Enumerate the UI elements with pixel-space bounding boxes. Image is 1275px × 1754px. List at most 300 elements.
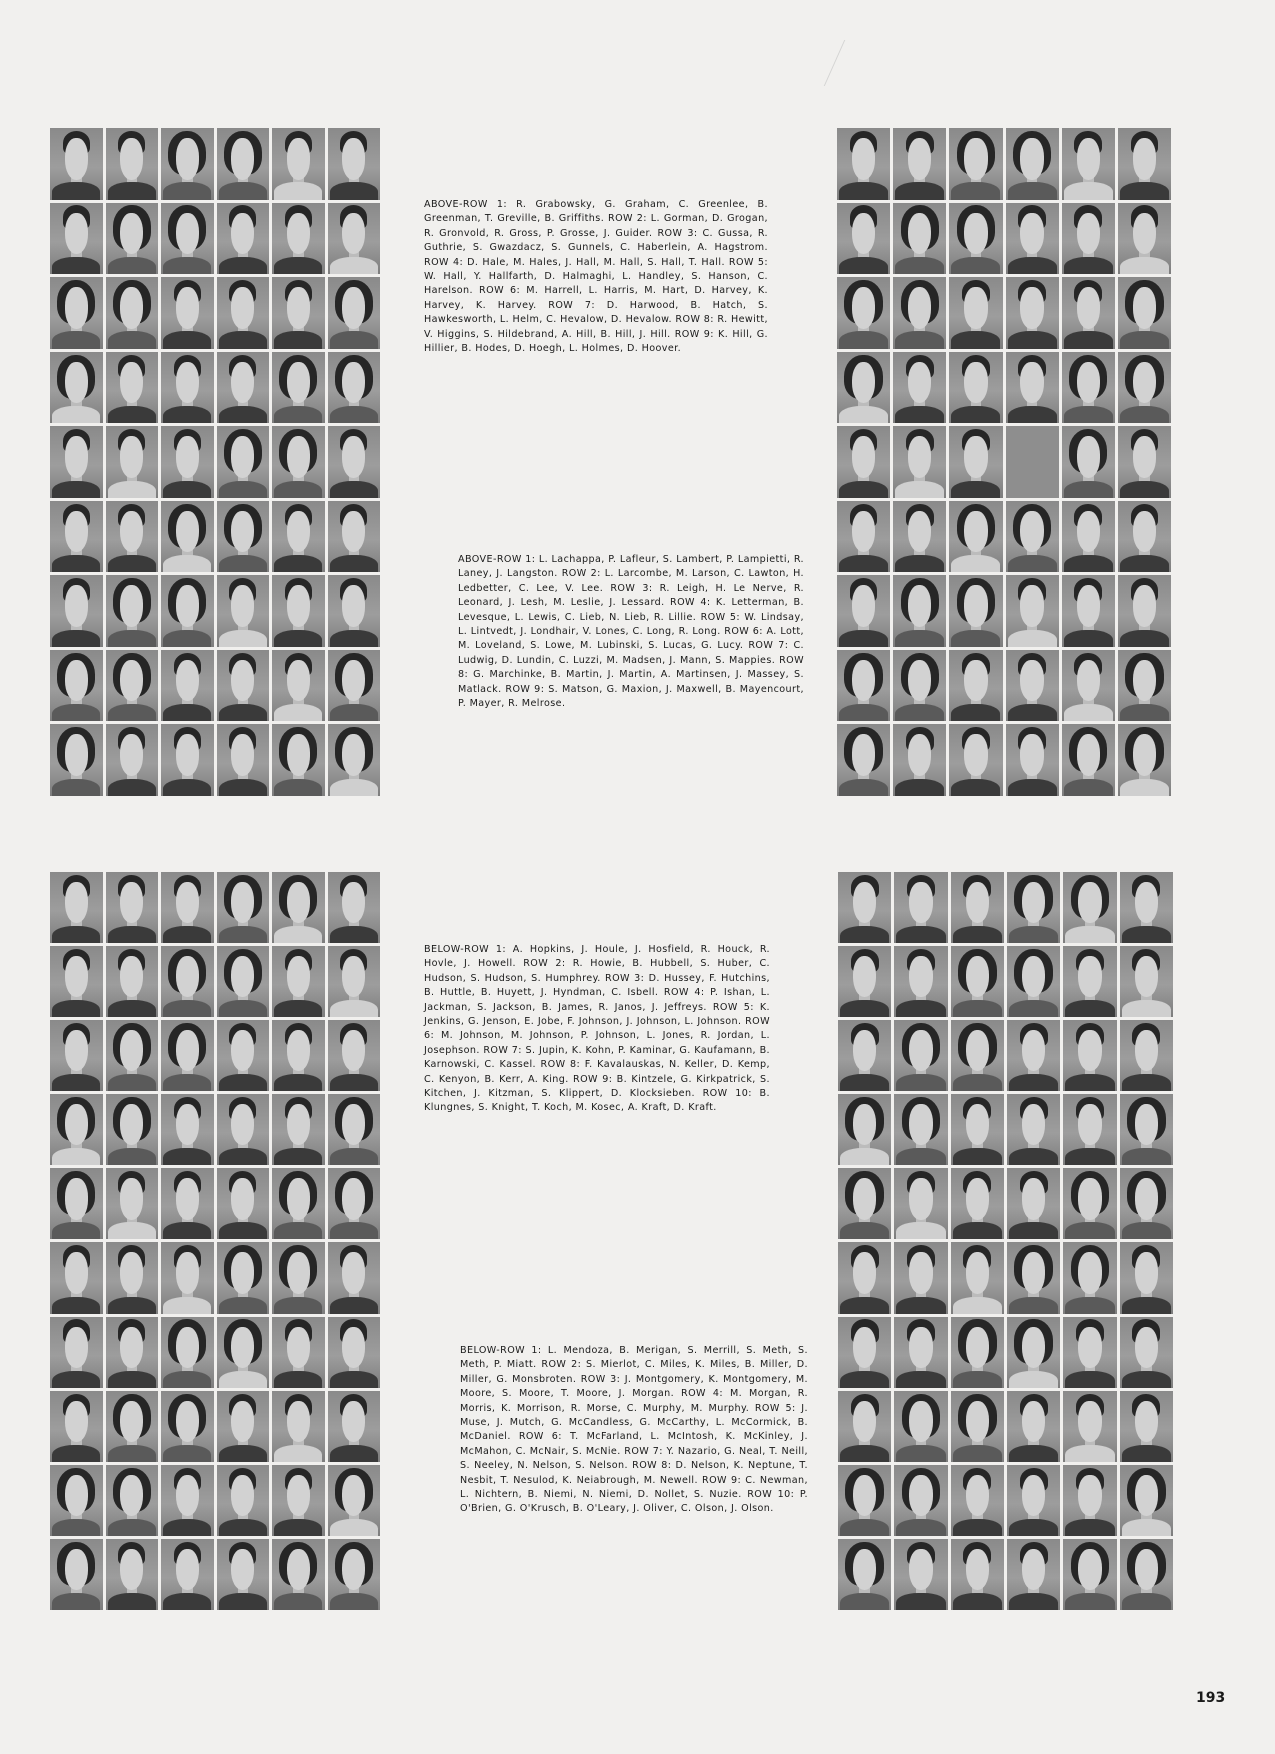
student-portrait: [951, 872, 1004, 943]
portrait-face: [1077, 436, 1100, 477]
student-portrait: [328, 1317, 381, 1388]
portrait-body: [1064, 779, 1113, 796]
student-portrait: [272, 426, 325, 498]
portrait-body: [1009, 926, 1058, 943]
portrait-body: [108, 257, 156, 274]
student-portrait: [951, 1020, 1004, 1091]
portrait-face: [287, 734, 310, 776]
portrait-face: [908, 511, 931, 553]
portrait-body: [953, 1445, 1002, 1462]
portrait-face: [65, 1327, 88, 1368]
student-portrait: [161, 426, 214, 498]
portrait-body: [108, 1222, 156, 1239]
photo-grid-top-right: [837, 128, 1171, 796]
student-portrait: [1118, 724, 1171, 796]
portrait-body: [219, 630, 267, 647]
student-portrait: [949, 724, 1002, 796]
portrait-face: [1020, 287, 1043, 328]
portrait-body: [951, 704, 1000, 721]
portrait-face: [120, 1252, 143, 1293]
portrait-body: [274, 1074, 322, 1091]
portrait-face: [65, 1104, 88, 1145]
portrait-body: [219, 182, 267, 199]
portrait-body: [1120, 555, 1169, 572]
portrait-body: [895, 555, 944, 572]
portrait-face: [909, 1475, 932, 1516]
portrait-body: [1120, 779, 1169, 796]
portrait-face: [966, 1030, 989, 1071]
portrait-body: [1120, 331, 1169, 348]
portrait-body: [1122, 1371, 1171, 1388]
portrait-face: [1022, 1178, 1045, 1219]
student-portrait: [106, 1317, 159, 1388]
portrait-body: [163, 331, 211, 348]
portrait-body: [163, 1519, 211, 1536]
portrait-face: [1077, 362, 1100, 404]
student-portrait: [217, 946, 270, 1017]
portrait-body: [953, 1222, 1002, 1239]
portrait-body: [1120, 630, 1169, 647]
portrait-face: [231, 1549, 254, 1590]
portrait-body: [840, 1297, 889, 1314]
portrait-body: [274, 1000, 322, 1017]
portrait-body: [163, 555, 211, 572]
student-portrait: [217, 203, 270, 275]
portrait-body: [1064, 257, 1113, 274]
portrait-face: [342, 956, 365, 997]
student-portrait: [893, 426, 946, 498]
student-portrait: [1118, 650, 1171, 722]
portrait-face: [1022, 1030, 1045, 1071]
portrait-body: [839, 406, 888, 423]
portrait-body: [52, 1222, 100, 1239]
portrait-face: [342, 511, 365, 553]
student-portrait: [894, 1465, 947, 1536]
portrait-body: [163, 1000, 211, 1017]
portrait-body: [330, 331, 378, 348]
student-portrait: [1007, 1539, 1060, 1610]
student-portrait: [1063, 872, 1116, 943]
portrait-face: [909, 1252, 932, 1293]
portrait-body: [951, 555, 1000, 572]
portrait-body: [108, 704, 156, 721]
student-portrait: [1120, 946, 1173, 1017]
student-portrait: [1006, 724, 1059, 796]
student-portrait: [1118, 501, 1171, 573]
portrait-face: [1022, 1401, 1045, 1442]
portrait-body: [1009, 1371, 1058, 1388]
portrait-face: [176, 585, 199, 626]
student-portrait: [1062, 650, 1115, 722]
portrait-face: [287, 436, 310, 477]
student-portrait: [1063, 1242, 1116, 1313]
portrait-face: [853, 1030, 876, 1071]
portrait-face: [1020, 660, 1043, 702]
student-portrait: [106, 1391, 159, 1462]
portrait-body: [951, 182, 1000, 199]
portrait-body: [219, 1000, 267, 1017]
portrait-face: [287, 1549, 310, 1590]
student-portrait: [50, 946, 103, 1017]
portrait-body: [219, 1593, 267, 1610]
student-portrait: [1007, 1094, 1060, 1165]
student-portrait: [894, 1020, 947, 1091]
student-portrait: [1063, 1094, 1116, 1165]
student-portrait: [837, 501, 890, 573]
portrait-face: [1133, 287, 1156, 328]
portrait-face: [120, 1178, 143, 1219]
portrait-body: [274, 1222, 322, 1239]
portrait-body: [330, 257, 378, 274]
portrait-body: [52, 182, 100, 199]
portrait-face: [120, 956, 143, 997]
student-portrait: [1007, 1020, 1060, 1091]
portrait-body: [1065, 926, 1114, 943]
portrait-body: [896, 926, 945, 943]
portrait-body: [219, 406, 267, 423]
portrait-face: [964, 585, 987, 626]
portrait-body: [951, 331, 1000, 348]
student-portrait: [1063, 1391, 1116, 1462]
photo-grid-top-left: [50, 128, 380, 796]
portrait-face: [65, 1252, 88, 1293]
portrait-body: [274, 704, 322, 721]
portrait-face: [966, 1475, 989, 1516]
student-portrait: [838, 1317, 891, 1388]
portrait-body: [274, 331, 322, 348]
student-portrait: [1007, 1465, 1060, 1536]
student-portrait: [272, 277, 325, 349]
portrait-body: [953, 1000, 1002, 1017]
student-portrait: [106, 1242, 159, 1313]
student-portrait: [951, 1391, 1004, 1462]
student-portrait: [1007, 946, 1060, 1017]
student-portrait: [272, 203, 325, 275]
student-portrait: [1006, 128, 1059, 200]
student-portrait: [50, 1168, 103, 1239]
portrait-face: [287, 362, 310, 404]
student-portrait: [1006, 575, 1059, 647]
portrait-body: [108, 406, 156, 423]
student-portrait: [1006, 650, 1059, 722]
student-portrait: [272, 575, 325, 647]
student-portrait: [1120, 1391, 1173, 1462]
student-portrait: [217, 1168, 270, 1239]
portrait-body: [1120, 704, 1169, 721]
portrait-face: [964, 362, 987, 404]
portrait-face: [342, 734, 365, 776]
student-portrait: [951, 1242, 1004, 1313]
student-portrait: [161, 575, 214, 647]
portrait-face: [964, 213, 987, 255]
student-portrait: [50, 128, 103, 200]
portrait-face: [1077, 660, 1100, 702]
student-portrait: [328, 1168, 381, 1239]
portrait-body: [1008, 331, 1057, 348]
portrait-body: [163, 1593, 211, 1610]
portrait-body: [895, 779, 944, 796]
student-portrait: [161, 1539, 214, 1610]
portrait-body: [1008, 406, 1057, 423]
portrait-face: [287, 585, 310, 626]
student-portrait: [1120, 1539, 1173, 1610]
student-portrait: [949, 203, 1002, 275]
portrait-body: [1008, 704, 1057, 721]
student-portrait: [1062, 575, 1115, 647]
portrait-face: [342, 1549, 365, 1590]
caption-bottom-right: BELOW-ROW 1: L. Mendoza, B. Merigan, S. Merrill, S. Meth, S. Meth, P. Miatt. ROW 2: S. Mierlot, C. Miles, K. Miles, B. Miller, D. Miller, G. Monsbroten. ROW 3: J. Montgomery, K. Montgomery, M. Moore, S. Moore, T. Moore, J. Morgan. ROW 4: M. Morgan, R. Morris, K. Morrison, R. Morse, C. Murphy, M. Murphy. ROW 5: J. Muse, J. Mutch, G. McCandless, G. McCarthy, L. McCormick, B. McDaniel. ROW 6: T. McFarland, L. McIntosh, K. McKinley, J. McMahon, C. McNair, S. McNie. ROW 7: Y. Nazario, G. Neal, T. Neill, S. Neeley, N. Nelson, S. Nelson. ROW 8: D. Nelson, K. Neptune, T. Nesbit, T. Nesulod, K. Neiabrough, M. Newell. ROW 9: C. Newman, L. Nichtern, B. Niemi, N. Niemi, D. Nollet, S. Nuzie. ROW 10: P. O'Brien, G. O'Krusch, B. O'Leary, J. Oliver, C. Olson, J. Olson.: [460, 1345, 808, 1515]
portrait-body: [219, 779, 267, 796]
student-portrait: [272, 1465, 325, 1536]
caption-top-right: ABOVE-ROW 1: L. Lachappa, P. Lafleur, S. Lambert, P. Lampietti, R. Laney, J. Langston. ROW 2: L. Larcombe, M. Larson, C. Lawton, H. Ledbetter, C. Lee, V. Lee. ROW 3: R. Leigh, H. Le Nerve, R. Leonard, J. Lesh, M. Leslie, J. Lessard. ROW 4: K. Letterman, B. Levesque, L. Lewis, C. Lieb, N. Lieb, R. Lillie. ROW 5: W. Lindsay, L. Lintvedt, J. Londhair, V. Lones, C. Long, R. Long. ROW 6: A. Lott, M. Loveland, S. Lowe, M. Lubinski, S. Lucas, G. Lucy. ROW 7: C. Ludwig, D. Lundin, C. Luzzi, M. Madsen, J. Mann, S. Mappies. ROW 8: G. Marchinke, B. Martin, J. Martin, A. Martinsen, J. Massey, S. Matlack. ROW 9: S. Matson, G. Maxion, J. Maxwell, B. Mayencourt, P. Mayer, R. Melrose.: [458, 554, 804, 710]
portrait-body: [163, 257, 211, 274]
portrait-face: [231, 956, 254, 997]
portrait-face: [120, 734, 143, 776]
portrait-body: [839, 704, 888, 721]
portrait-body: [274, 1519, 322, 1536]
student-portrait: [106, 128, 159, 200]
portrait-face: [964, 734, 987, 776]
portrait-face: [1135, 1252, 1158, 1293]
portrait-body: [895, 257, 944, 274]
portrait-face: [1135, 882, 1158, 923]
portrait-face: [120, 585, 143, 626]
portrait-face: [853, 1475, 876, 1516]
student-portrait: [106, 1094, 159, 1165]
portrait-face: [120, 436, 143, 477]
portrait-body: [951, 406, 1000, 423]
portrait-face: [65, 138, 88, 179]
portrait-face: [120, 213, 143, 255]
portrait-body: [1122, 1074, 1171, 1091]
portrait-body: [219, 1297, 267, 1314]
portrait-body: [108, 1000, 156, 1017]
student-portrait: [1118, 426, 1171, 498]
portrait-body: [163, 1222, 211, 1239]
portrait-body: [163, 1371, 211, 1388]
portrait-face: [231, 585, 254, 626]
portrait-face: [342, 436, 365, 477]
portrait-body: [839, 331, 888, 348]
student-portrait: [50, 575, 103, 647]
portrait-body: [108, 331, 156, 348]
student-portrait: [328, 946, 381, 1017]
portrait-face: [231, 734, 254, 776]
portrait-body: [163, 630, 211, 647]
student-portrait: [894, 946, 947, 1017]
student-portrait: [217, 426, 270, 498]
portrait-body: [219, 257, 267, 274]
student-portrait: [949, 650, 1002, 722]
portrait-body: [953, 1519, 1002, 1536]
portrait-body: [52, 1000, 100, 1017]
portrait-face: [176, 213, 199, 255]
portrait-body: [895, 630, 944, 647]
student-portrait: [1006, 501, 1059, 573]
portrait-body: [219, 926, 267, 943]
student-portrait: [106, 650, 159, 722]
portrait-body: [896, 1371, 945, 1388]
caption-bottom-left: BELOW-ROW 1: A. Hopkins, J. Houle, J. Hosfield, R. Houck, R. Hovle, J. Howell. ROW 2: R. Howie, B. Hubbell, S. Huber, C. Hudson, S. Hudson, S. Humphrey. ROW 3: D. Hussey, F. Hutchins, B. Huttle, B. Huyett, J. Hyndman, C. Isbell. ROW 4: P. Ishan, L. Jackman, S. Jackson, B. James, R. Janos, J. Jeffreys. ROW 5: K. Jenkins, G. Jenson, E. Jobe, F. Johnson, J. Johnson, L. Johnson. ROW 6: M. Johnson, M. Johnson, P. Johnson, L. Jones, R. Jordan, L. Josephson. ROW 7: S. Jupin, K. Kohn, P. Kaminar, G. Kaufamann, B. Karnowski, C. Kassel. ROW 8: F. Kavalauskas, N. Keller, D. Kemp, C. Kenyon, B. Kerr, A. King. ROW 9: B. Kintzele, G. Kirkpatrick, S. Kitchen, J. Kitzman, S. Klippert, D. Klocksieben. ROW 10: B. Klungnes, S. Knight, T. Koch, M. Kosec, A. Kraft, D. Kraft.: [424, 944, 770, 1114]
portrait-face: [909, 1549, 932, 1590]
portrait-body: [840, 1519, 889, 1536]
student-portrait: [161, 203, 214, 275]
student-portrait: [1120, 1242, 1173, 1313]
page-number: 193: [1196, 1690, 1226, 1706]
portrait-face: [1020, 734, 1043, 776]
portrait-body: [274, 926, 322, 943]
portrait-body: [1009, 1148, 1058, 1165]
student-portrait: [328, 277, 381, 349]
portrait-body: [839, 257, 888, 274]
portrait-body: [951, 257, 1000, 274]
portrait-body: [1122, 1593, 1171, 1610]
student-portrait: [106, 946, 159, 1017]
student-portrait: [837, 650, 890, 722]
student-portrait: [217, 724, 270, 796]
student-portrait: [272, 1242, 325, 1313]
portrait-body: [52, 1297, 100, 1314]
student-portrait: [894, 1094, 947, 1165]
student-portrait: [893, 352, 946, 424]
student-portrait: [1118, 352, 1171, 424]
portrait-body: [163, 704, 211, 721]
student-portrait: [161, 352, 214, 424]
portrait-body: [840, 1445, 889, 1462]
portrait-face: [853, 1401, 876, 1442]
portrait-face: [1022, 1475, 1045, 1516]
student-portrait: [272, 128, 325, 200]
student-portrait: [328, 575, 381, 647]
student-portrait: [217, 1317, 270, 1388]
portrait-body: [1064, 704, 1113, 721]
student-portrait: [838, 1020, 891, 1091]
portrait-face: [909, 1104, 932, 1145]
portrait-body: [219, 1148, 267, 1165]
student-portrait: [838, 1168, 891, 1239]
student-portrait: [217, 1242, 270, 1313]
portrait-face: [966, 1327, 989, 1368]
portrait-face: [176, 1401, 199, 1442]
portrait-face: [964, 287, 987, 328]
portrait-face: [231, 287, 254, 328]
portrait-body: [840, 1148, 889, 1165]
portrait-body: [108, 1148, 156, 1165]
portrait-body: [895, 406, 944, 423]
portrait-body: [52, 779, 100, 796]
student-portrait: [328, 203, 381, 275]
student-portrait: [1120, 872, 1173, 943]
portrait-body: [219, 555, 267, 572]
portrait-face: [852, 436, 875, 477]
portrait-face: [853, 1327, 876, 1368]
portrait-face: [1022, 1252, 1045, 1293]
portrait-body: [1008, 555, 1057, 572]
student-portrait: [1007, 1242, 1060, 1313]
portrait-body: [1120, 406, 1169, 423]
portrait-body: [330, 1074, 378, 1091]
portrait-body: [1008, 182, 1057, 199]
portrait-face: [287, 1401, 310, 1442]
student-portrait: [894, 1539, 947, 1610]
student-portrait: [949, 501, 1002, 573]
student-portrait: [949, 128, 1002, 200]
portrait-body: [1009, 1074, 1058, 1091]
photo-grid-bottom-right: [838, 872, 1173, 1610]
portrait-body: [108, 182, 156, 199]
portrait-face: [853, 882, 876, 923]
portrait-body: [330, 1519, 378, 1536]
portrait-body: [839, 182, 888, 199]
portrait-face: [231, 660, 254, 702]
portrait-face: [1020, 362, 1043, 404]
portrait-body: [274, 406, 322, 423]
portrait-body: [108, 1074, 156, 1091]
student-portrait: [217, 872, 270, 943]
portrait-face: [1077, 734, 1100, 776]
student-portrait: [272, 1020, 325, 1091]
portrait-face: [231, 1178, 254, 1219]
student-portrait: [949, 277, 1002, 349]
portrait-body: [953, 1371, 1002, 1388]
portrait-face: [909, 1178, 932, 1219]
portrait-face: [176, 1327, 199, 1368]
student-portrait: [1007, 1391, 1060, 1462]
student-portrait: [161, 1094, 214, 1165]
portrait-body: [163, 926, 211, 943]
student-portrait: [50, 1465, 103, 1536]
student-portrait: [894, 1317, 947, 1388]
portrait-face: [964, 511, 987, 553]
portrait-body: [330, 1222, 378, 1239]
portrait-face: [65, 362, 88, 404]
portrait-body: [1064, 630, 1113, 647]
portrait-face: [287, 287, 310, 328]
portrait-face: [65, 1475, 88, 1516]
portrait-face: [176, 882, 199, 923]
portrait-body: [274, 182, 322, 199]
student-portrait: [161, 1020, 214, 1091]
portrait-body: [274, 555, 322, 572]
portrait-body: [52, 1445, 100, 1462]
portrait-body: [108, 1519, 156, 1536]
portrait-face: [176, 1104, 199, 1145]
portrait-body: [895, 481, 944, 498]
student-portrait: [161, 946, 214, 1017]
student-portrait: [1120, 1317, 1173, 1388]
student-portrait: [272, 1094, 325, 1165]
student-portrait: [951, 1168, 1004, 1239]
student-portrait: [50, 277, 103, 349]
student-portrait: [1006, 277, 1059, 349]
portrait-face: [120, 287, 143, 328]
portrait-face: [342, 1178, 365, 1219]
portrait-body: [1009, 1222, 1058, 1239]
portrait-body: [274, 1593, 322, 1610]
portrait-body: [1120, 182, 1169, 199]
student-portrait: [1006, 203, 1059, 275]
portrait-face: [342, 287, 365, 328]
student-portrait: [50, 1317, 103, 1388]
student-portrait: [50, 1539, 103, 1610]
student-portrait: [1063, 1539, 1116, 1610]
student-portrait: [328, 1539, 381, 1610]
portrait-face: [231, 511, 254, 553]
student-portrait: [1007, 1317, 1060, 1388]
portrait-face: [1135, 1401, 1158, 1442]
student-portrait: [1062, 352, 1115, 424]
portrait-body: [108, 630, 156, 647]
